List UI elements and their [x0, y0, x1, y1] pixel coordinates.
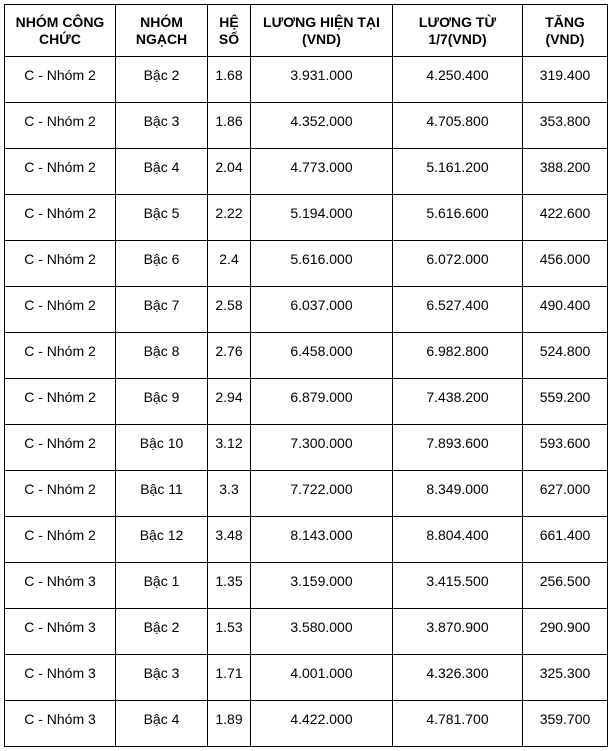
cell-group: C - Nhóm 2	[5, 471, 116, 517]
cell-current-salary: 3.159.000	[251, 563, 393, 609]
header-line: NGẠCH	[135, 30, 188, 47]
cell-coefficient: 3.12	[208, 425, 251, 471]
cell-coefficient: 3.48	[208, 517, 251, 563]
cell-rank: Bậc 6	[116, 241, 208, 287]
cell-current-salary: 8.143.000	[251, 517, 393, 563]
table-row	[5, 609, 608, 655]
table-row	[5, 103, 608, 149]
cell-increase: 661.400	[523, 517, 608, 563]
header-line: NHÓM CÔNG	[15, 13, 105, 30]
cell-new-salary: 4.781.700	[393, 701, 523, 747]
cell-rank: Bậc 2	[116, 609, 208, 655]
header-line: (VND)	[545, 30, 585, 47]
cell-increase: 422.600	[523, 195, 608, 241]
header-line: LƯƠNG HIỆN TẠI	[263, 13, 380, 30]
table-header	[5, 5, 608, 57]
cell-group: C - Nhóm 2	[5, 103, 116, 149]
cell-coefficient: 2.04	[208, 149, 251, 195]
cell-rank: Bậc 10	[116, 425, 208, 471]
cell-increase: 593.600	[523, 425, 608, 471]
header-coefficient	[208, 5, 251, 57]
header-line: LƯƠNG TỪ	[418, 13, 497, 30]
table-row	[5, 195, 608, 241]
cell-current-salary: 6.037.000	[251, 287, 393, 333]
header-increase	[523, 5, 608, 57]
cell-coefficient: 1.71	[208, 655, 251, 701]
table-row	[5, 333, 608, 379]
cell-group: C - Nhóm 2	[5, 517, 116, 563]
table-row	[5, 241, 608, 287]
cell-rank: Bậc 1	[116, 563, 208, 609]
cell-group: C - Nhóm 2	[5, 195, 116, 241]
cell-rank: Bậc 2	[116, 57, 208, 103]
cell-current-salary: 4.352.000	[251, 103, 393, 149]
cell-new-salary: 3.415.500	[393, 563, 523, 609]
cell-rank: Bậc 12	[116, 517, 208, 563]
cell-new-salary: 6.072.000	[393, 241, 523, 287]
cell-rank: Bậc 8	[116, 333, 208, 379]
cell-increase: 388.200	[523, 149, 608, 195]
cell-rank: Bậc 4	[116, 149, 208, 195]
cell-rank: Bậc 11	[116, 471, 208, 517]
cell-group: C - Nhóm 2	[5, 241, 116, 287]
cell-group: C - Nhóm 2	[5, 287, 116, 333]
cell-coefficient: 2.58	[208, 287, 251, 333]
header-row	[5, 5, 608, 57]
table-row	[5, 471, 608, 517]
cell-increase: 490.400	[523, 287, 608, 333]
cell-coefficient: 2.22	[208, 195, 251, 241]
cell-coefficient: 1.35	[208, 563, 251, 609]
header-line: 1/7(VND)	[428, 30, 487, 47]
cell-coefficient: 3.3	[208, 471, 251, 517]
header-line: TĂNG	[545, 13, 585, 30]
cell-rank: Bậc 9	[116, 379, 208, 425]
cell-rank: Bậc 5	[116, 195, 208, 241]
table-row	[5, 425, 608, 471]
header-rank-group	[116, 5, 208, 57]
cell-rank: Bậc 3	[116, 103, 208, 149]
cell-current-salary: 6.458.000	[251, 333, 393, 379]
cell-new-salary: 3.870.900	[393, 609, 523, 655]
cell-group: C - Nhóm 3	[5, 563, 116, 609]
cell-group: C - Nhóm 3	[5, 655, 116, 701]
cell-coefficient: 1.89	[208, 701, 251, 747]
cell-new-salary: 4.705.800	[393, 103, 523, 149]
cell-group: C - Nhóm 2	[5, 379, 116, 425]
header-new-salary	[393, 5, 523, 57]
cell-current-salary: 7.722.000	[251, 471, 393, 517]
cell-new-salary: 4.326.300	[393, 655, 523, 701]
cell-current-salary: 6.879.000	[251, 379, 393, 425]
cell-new-salary: 7.893.600	[393, 425, 523, 471]
table-row	[5, 149, 608, 195]
cell-new-salary: 6.982.800	[393, 333, 523, 379]
cell-new-salary: 8.804.400	[393, 517, 523, 563]
cell-coefficient: 1.68	[208, 57, 251, 103]
cell-new-salary: 6.527.400	[393, 287, 523, 333]
cell-increase: 319.400	[523, 57, 608, 103]
cell-increase: 256.500	[523, 563, 608, 609]
cell-current-salary: 3.931.000	[251, 57, 393, 103]
cell-new-salary: 8.349.000	[393, 471, 523, 517]
table-row	[5, 563, 608, 609]
cell-increase: 290.900	[523, 609, 608, 655]
cell-coefficient: 1.53	[208, 609, 251, 655]
header-line: HỆ	[219, 13, 239, 30]
cell-increase: 353.800	[523, 103, 608, 149]
cell-new-salary: 5.161.200	[393, 149, 523, 195]
cell-current-salary: 5.616.000	[251, 241, 393, 287]
header-line: CHỨC	[39, 30, 81, 47]
cell-coefficient: 2.4	[208, 241, 251, 287]
cell-current-salary: 4.773.000	[251, 149, 393, 195]
table-row	[5, 655, 608, 701]
cell-current-salary: 4.001.000	[251, 655, 393, 701]
cell-group: C - Nhóm 3	[5, 701, 116, 747]
header-line: (VND)	[302, 30, 341, 47]
table-row	[5, 701, 608, 747]
cell-increase: 456.000	[523, 241, 608, 287]
header-current-salary	[251, 5, 393, 57]
cell-new-salary: 4.250.400	[393, 57, 523, 103]
cell-increase: 359.700	[523, 701, 608, 747]
table-row	[5, 287, 608, 333]
cell-increase: 559.200	[523, 379, 608, 425]
table-row	[5, 379, 608, 425]
table-body	[5, 57, 608, 747]
cell-rank: Bậc 7	[116, 287, 208, 333]
cell-increase: 524.800	[523, 333, 608, 379]
cell-new-salary: 7.438.200	[393, 379, 523, 425]
header-line: NHÓM	[140, 13, 183, 30]
cell-increase: 325.300	[523, 655, 608, 701]
cell-rank: Bậc 3	[116, 655, 208, 701]
cell-coefficient: 2.94	[208, 379, 251, 425]
header-civil-servant-group	[5, 5, 116, 57]
cell-current-salary: 4.422.000	[251, 701, 393, 747]
table-row	[5, 57, 608, 103]
cell-increase: 627.000	[523, 471, 608, 517]
salary-table	[4, 4, 608, 747]
cell-coefficient: 2.76	[208, 333, 251, 379]
cell-current-salary: 3.580.000	[251, 609, 393, 655]
cell-new-salary: 5.616.600	[393, 195, 523, 241]
cell-current-salary: 7.300.000	[251, 425, 393, 471]
cell-group: C - Nhóm 2	[5, 333, 116, 379]
header-line: SỐ	[218, 30, 240, 47]
cell-current-salary: 5.194.000	[251, 195, 393, 241]
cell-group: C - Nhóm 2	[5, 149, 116, 195]
cell-group: C - Nhóm 2	[5, 425, 116, 471]
cell-group: C - Nhóm 2	[5, 57, 116, 103]
table-row	[5, 517, 608, 563]
cell-rank: Bậc 4	[116, 701, 208, 747]
cell-group: C - Nhóm 3	[5, 609, 116, 655]
cell-coefficient: 1.86	[208, 103, 251, 149]
